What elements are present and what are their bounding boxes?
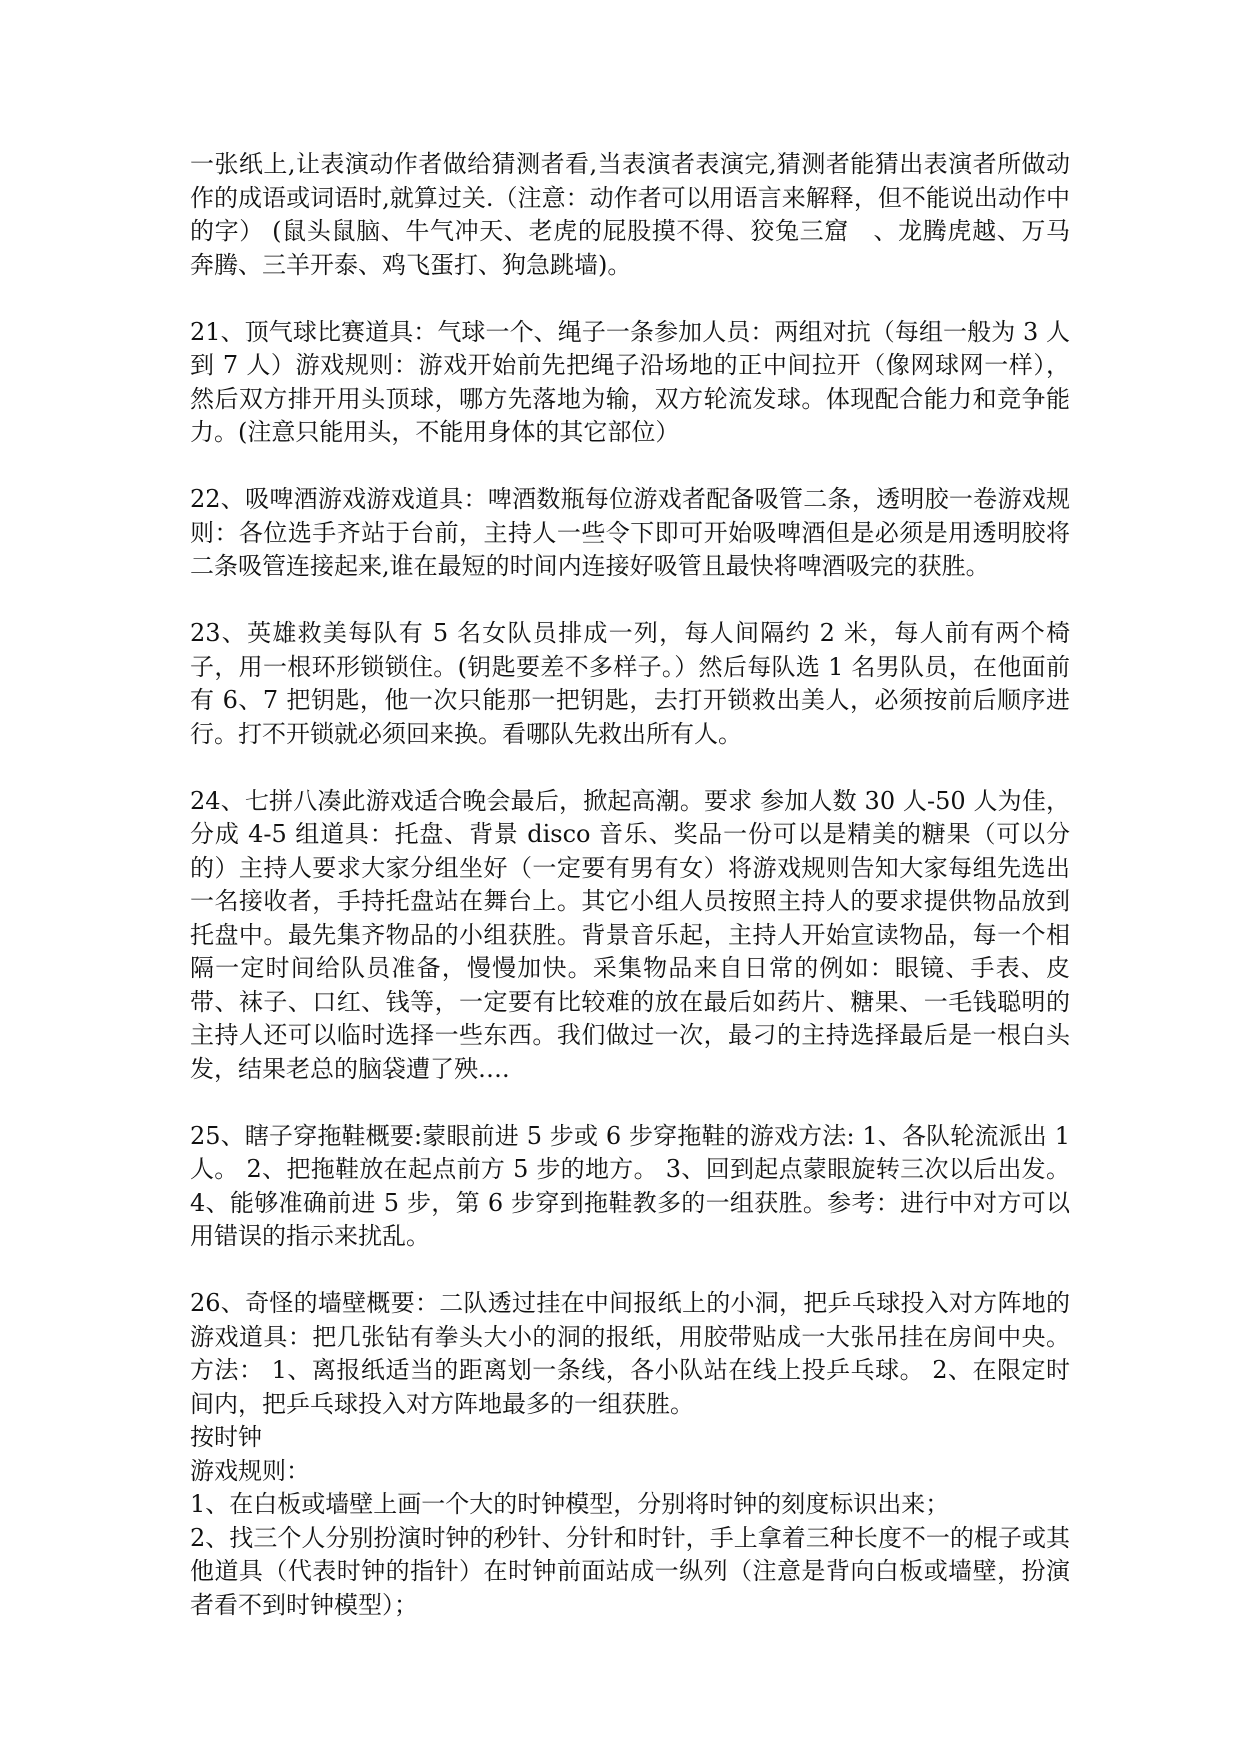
paragraph-game-22-beer: 22、吸啤酒游戏游戏道具：啤酒数瓶每位游戏者配备吸管二条，透明胶一卷游戏规则：各位选手齐站于台前，主持人一些令下即可开始吸啤酒但是必须是用透明胶将二条吸管连接起来,谁在最短的时间内连接好吸管且最快将啤酒吸完的获胜。 xyxy=(190,485,1070,580)
paragraph-game-24-collect: 24、七拼八凑此游戏适合晚会最后，掀起高潮。要求 参加人数 30 人-50 人为佳，分成 4-5 组道具：托盘、背景 disco 音乐、奖品一份可以是精美的糖果（可以分的）主持人要求大家分组坐好（一定要有男有女）将游戏规则告知大家每组先选出一名接收者，手持托盘站在舞台上。其它小组人员按照主持人的要求提供物品放到托盘中。最先集齐物品的小组获胜。背景音乐起，主持人开始宣读物品，每一个相隔一定时间给队员准备，慢慢加快。采集物品来自日常的例如：眼镜、手表、皮带、袜子、口红、钱等，一定要有比较难的放在最后如药片、糖果、一毛钱聪明的主持人还可以临时选择一些东西。我们做过一次，最刁的主持选择最后是一根白头发，结果老总的脑袋遭了殃…. xyxy=(190,786,1070,1083)
clock-game-title: 按时钟 xyxy=(190,1423,262,1451)
clock-game-rule-2: 2、找三个人分别扮演时钟的秒针、分针和时针，手上拿着三种长度不一的棍子或其他道具（代表时钟的指针）在时钟前面站成一纵列（注意是背向白板或墙壁，扮演者看不到时钟模型）； xyxy=(190,1523,1070,1619)
paragraph-gap xyxy=(190,1254,1070,1288)
paragraph-gap xyxy=(190,584,1070,618)
paragraph-game-23-hero: 23、英雄救美每队有 5 名女队员排成一列，每人间隔约 2 米，每人前有两个椅子，用一根环形锁锁住。(钥匙要差不多样子。）然后每队选 1 名男队员，在他面前有 6、7 把钥匙，他一次只能那一把钥匙，去打开锁救出美人，必须按前后顺序进行。打不开锁就必须回来换。看哪队先救出所有人。 xyxy=(190,619,1070,748)
paragraph-gap xyxy=(190,282,1070,316)
paragraph-gap xyxy=(190,1086,1070,1120)
paragraph-gap xyxy=(190,751,1070,785)
clock-game-rule-1: 1、在白板或墙壁上画一个大的时钟模型，分别将时钟的刻度标识出来； xyxy=(190,1490,950,1518)
document-page xyxy=(190,148,1078,1622)
paragraph-game-21-balloon: 21、顶气球比赛道具：气球一个、绳子一条参加人员：两组对抗（每组一般为 3 人到 7 人）游戏规则：游戏开始前先把绳子沿场地的正中间拉开（像网球网一样），然后双方排开用头顶球，哪方先落地为输，双方轮流发球。体现配合能力和竞争能力。(注意只能用头，不能用身体的其它部位） xyxy=(190,317,1070,446)
paragraph-game-26-wall: 26、奇怪的墙壁概要：二队透过挂在中间报纸上的小洞，把乒乓球投入对方阵地的游戏道具：把几张钻有拳头大小的洞的报纸，用胶带贴成一大张吊挂在房间中央。方法： 1、离报纸适当的距离划一条线，各小队站在线上投乒乓球。 2、在限定时间内，把乒乓球投入对方阵地最多的一组获胜。 xyxy=(190,1289,1070,1418)
paragraph-gap xyxy=(190,450,1070,484)
paragraph-idiom-guess: 一张纸上,让表演动作者做给猜测者看,当表演者表演完,猜测者能猜出表演者所做动作的成语或词语时,就算过关.（注意：动作者可以用语言来解释，但不能说出动作中的字） (鼠头鼠脑、牛气冲天、老虎的屁股摸不得、狡兔三窟 、龙腾虎越、万马奔腾、三羊开泰、鸡飞蛋打、狗急跳墙)。 xyxy=(190,150,1070,279)
paragraph-game-25-slippers: 25、瞎子穿拖鞋概要:蒙眼前进 5 步或 6 步穿拖鞋的游戏方法: 1、各队轮流派出 1 人。 2、把拖鞋放在起点前方 5 步的地方。 3、回到起点蒙眼旋转三次以后出发。4、能够准确前进 5 步，第 6 步穿到拖鞋教多的一组获胜。参考：进行中对方可以用错误的指示来扰乱。 xyxy=(190,1121,1078,1250)
clock-game-rules-heading: 游戏规则： xyxy=(190,1456,310,1485)
